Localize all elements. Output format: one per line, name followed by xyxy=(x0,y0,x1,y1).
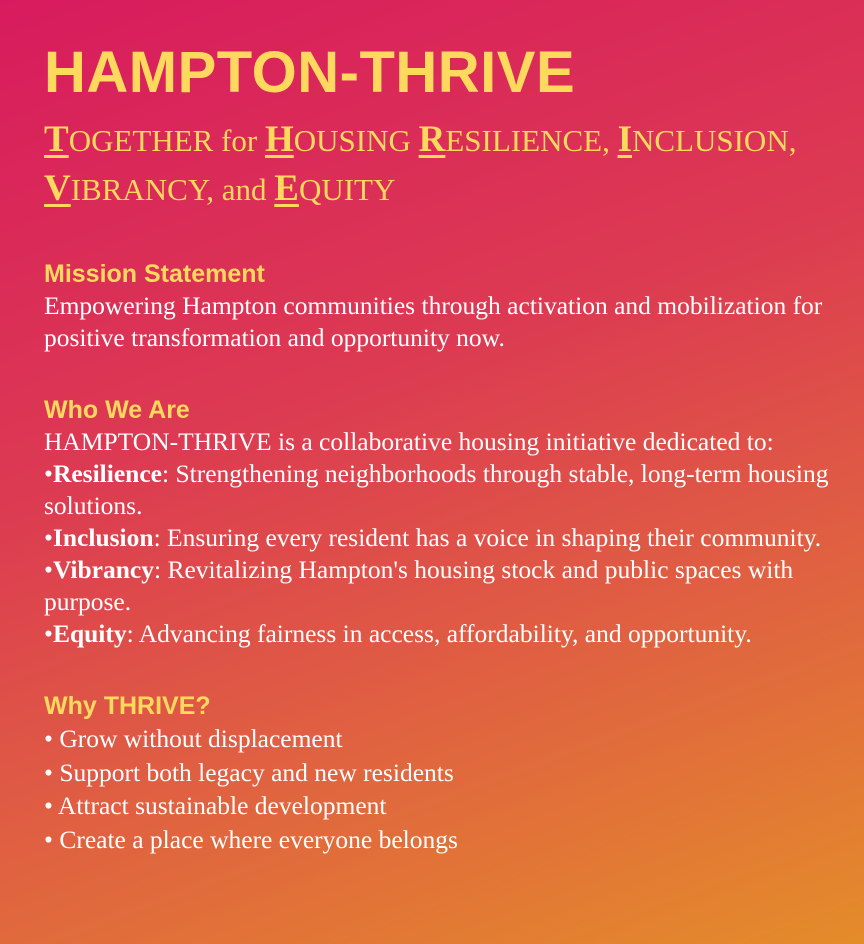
list-item: •Vibrancy: Revitalizing Hampton's housing stock and public spaces with purpose. xyxy=(44,555,794,616)
list-item: •Equity: Advancing fairness in access, affordability, and opportunity. xyxy=(44,619,752,648)
who-intro: HAMPTON-THRIVE is a collaborative housing initiative dedicated to: xyxy=(44,427,774,456)
mission-text: Empowering Hampton communities through activation and mobilization for positive transformation and opportunity now. xyxy=(44,291,823,352)
list-item: • Grow without displacement xyxy=(44,724,343,753)
acronym-part: INCLUSION, xyxy=(617,119,797,160)
acronym-part: TOGETHER for xyxy=(44,119,265,160)
acronym-part: EQUITY xyxy=(274,168,396,209)
poster xyxy=(44,40,844,856)
list-item: • Attract sustainable development xyxy=(44,791,387,820)
list-item: • Support both legacy and new residents xyxy=(44,757,454,787)
acronym-part: HOUSING xyxy=(264,119,419,160)
acronym-subtitle xyxy=(44,116,844,214)
list-item: • Create a place where everyone belongs xyxy=(44,824,458,854)
mission-section xyxy=(44,258,844,354)
acronym-part: RESILIENCE, xyxy=(418,119,618,160)
who-heading: Who We Are xyxy=(44,396,190,424)
mission-heading: Mission Statement xyxy=(44,260,265,288)
why-heading: Why THRIVE? xyxy=(44,692,211,720)
page-title: HAMPTON-THRIVE xyxy=(44,40,576,105)
acronym-part: VIBRANCY, and xyxy=(44,168,275,209)
list-item: •Inclusion: Ensuring every resident has a voice in shaping their community. xyxy=(44,523,822,552)
why-section xyxy=(44,690,844,856)
who-section xyxy=(44,394,844,650)
list-item: •Resilience: Strengthening neighborhoods through stable, long-term housing solutions. xyxy=(44,459,829,520)
